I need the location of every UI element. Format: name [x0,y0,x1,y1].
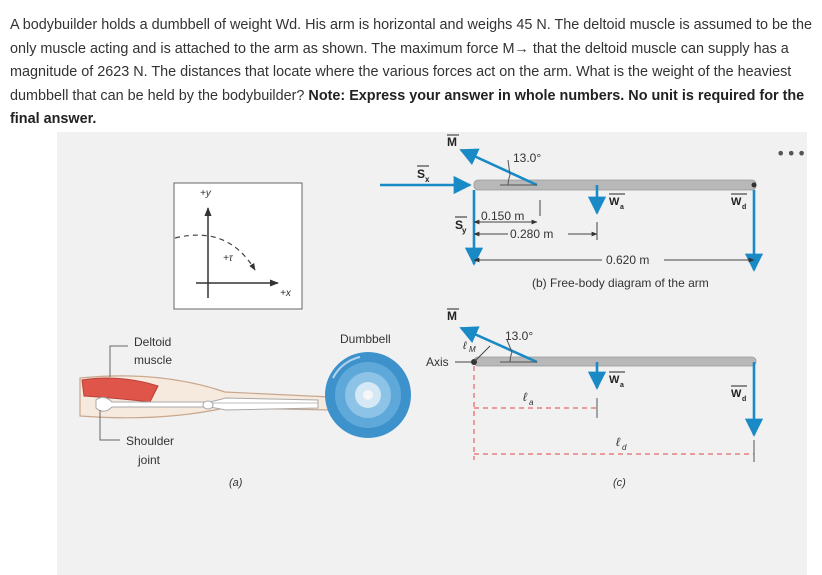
fbd-b [380,150,757,270]
lM-label: ℓ [463,340,467,352]
deltoid-label-1: Deltoid [134,335,172,349]
caption-b: (b) Free-body diagram of the arm [532,276,709,290]
fbd-c-Wa-label: W [609,374,620,386]
ld-label: ℓ [616,435,620,449]
plus-tau-label: +τ [223,253,233,264]
dumbbell-icon [325,352,411,438]
fbd-b-distance-3: 0.620 m [606,253,650,267]
fbd-c-Wa-sub: a [620,382,624,389]
dumbbell-label: Dumbbell [340,332,391,346]
axis-label: Axis [426,355,449,369]
fbd-b-M-label: M [447,135,457,149]
lever-diagram-c [455,328,756,462]
fbd-b-Wd-label: W [731,196,742,208]
fbd-b-distance-2: 0.280 m [510,227,554,241]
fbd-b-distance-1: 0.150 m [481,209,525,223]
fbd-b-Sy-label: S [455,218,464,232]
fbd-b-Wa-label: W [609,196,620,208]
question-note: Note: Express your answer in whole numbers. No unit is required for the final answer. [10,87,805,127]
shoulder-label-2: joint [138,453,161,467]
deltoid-label-2: muscle [134,353,173,367]
arm-illustration [80,376,332,418]
fbd-b-Sx-label: S [417,167,426,181]
la-sub: a [529,398,534,407]
fbd-b-Sy-sub: y [462,226,467,235]
coordinate-axes-box [174,183,302,309]
caption-c: (c) [613,477,626,489]
fbd-c-M-label: M [447,309,457,323]
fbd-b-angle-label: 13.0° [513,151,542,165]
plus-x-label: +x [280,288,291,299]
ld-sub: d [622,443,627,452]
fbd-b-Wa-sub: a [620,204,624,211]
fbd-c-angle-label: 13.0° [505,329,534,343]
question-body: A bodybuilder holds a dumbbell of weight Wd. His arm is horizontal and weighs 45 N. The deltoid muscle is assumed to be the only muscle acting and is attached to the arm as shown. The maximum force M→ that the deltoid muscle can supply has a magnitude of 2623 N. The distances that locate where the various forces act on the arm. What is the weight of the heaviest dumbbell that can be held by the bodybuilder? [10,17,813,104]
shoulder-label-1: Shoulder [126,434,175,448]
lM-sub: M [469,345,476,354]
fbd-c-Wd-sub: d [742,396,747,403]
la-label: ℓ [523,390,527,404]
more-options-icon[interactable]: ••• [776,144,808,163]
caption-a: (a) [229,477,243,489]
plus-y-label: +y [200,188,211,199]
fbd-b-Wd-sub: d [742,204,747,211]
fbd-b-Sx-sub: x [425,175,430,184]
fbd-c-Wd-label: W [731,388,742,400]
